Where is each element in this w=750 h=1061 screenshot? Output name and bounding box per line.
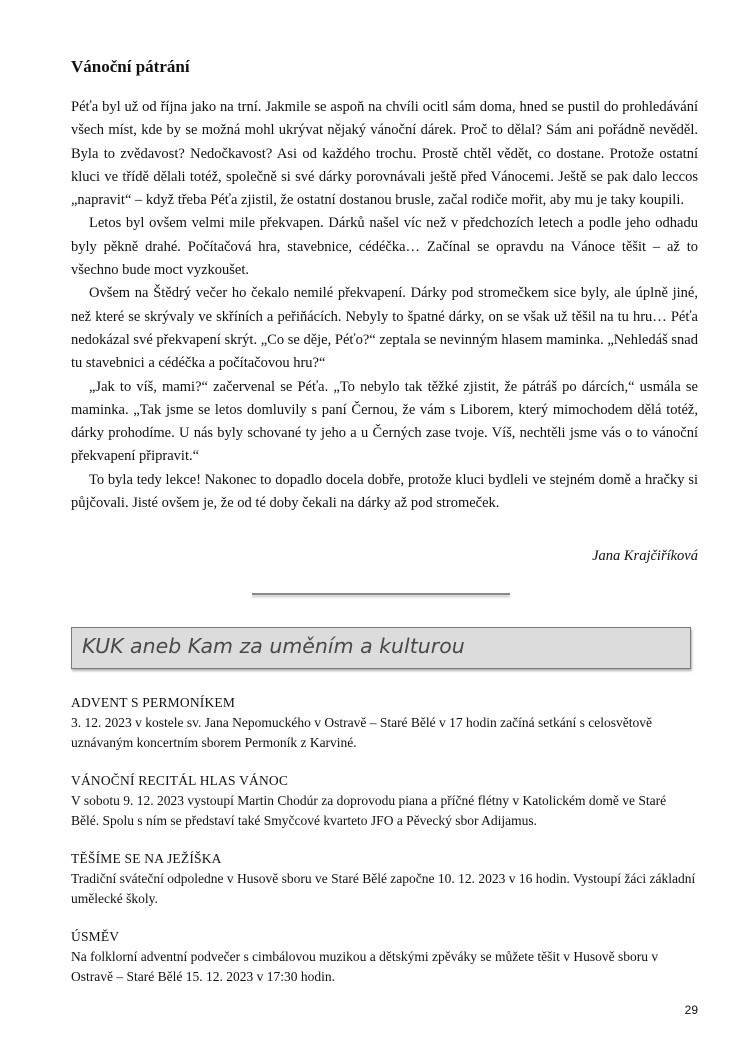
events-list xyxy=(71,693,696,1005)
event-heading: ADVENT S PERMONÍKEM xyxy=(71,695,236,710)
story-title: Vánoční pátrání xyxy=(71,57,190,76)
event-text: 3. 12. 2023 v kostele sv. Jana Nepomuckého v Ostravě – Staré Bělé v 17 hodin začíná setkání s celosvětově uznávaným koncertním sborem Permoník z Karviné. xyxy=(71,715,652,750)
event-item xyxy=(71,693,696,753)
event-heading: ÚSMĚV xyxy=(71,929,120,944)
story-paragraph: „Jak to víš, mami?“ začervenal se Péťa. „To nebylo tak těžké zjistit, že pátráš po dárcích,“ usmála se maminka. „Tak jsme se letos domluvily s paní Černou, že vám s Liborem, který mimochodem dělá totéž, dárky prohodíme. U nás byly schované ty jeho a u Černých zase tvoje. Víš, nechtěli jsme vás o to vánoční překvapení připravit.“ xyxy=(71,378,698,465)
section-divider xyxy=(252,593,510,595)
event-item xyxy=(71,771,696,831)
story-paragraph: To byla tedy lekce! Nakonec to dopadlo docela dobře, protože kluci bydleli ve stejném domě a hračky si půjčovali. Jisté ovšem je, že od té doby čekali na dárky až pod stromeček. xyxy=(71,471,698,512)
story-paragraph: Péťa byl už od října jako na trní. Jakmile se aspoň na chvíli ocitl sám doma, hned se pustil do prohledávání všech míst, kde by se možná mohl ukrývat nějaký vánoční dárek. Proč to dělal? Sám ani pořádně nevěděl. Byla to zvědavost? Nedočkavost? Asi od každého trochu. Prostě chtěl vědět, co dostane. Protože ostatní kluci ve třídě dělali totéž, společně si své dárky porovnávali ještě před Vánocemi. Ještě se pak dalo leccos „napravit“ – když třeba Péťa zjistil, že ostatní dostanou brusle, začal rodiče mořit, aby mu je taky koupili. xyxy=(71,99,698,209)
story-paragraph: Ovšem na Štědrý večer ho čekalo nemilé překvapení. Dárky pod stromečkem sice byly, ale úplně jiné, než které se skrývaly ve skříních a peřiňácích. Nebyly to špatné dárky, on se však už těšil na tu hru… Péťa nedokázal své překvapení skrýt. „Co se děje, Péťo?“ zeptala se nevinným hlasem maminka. „Nehledáš snad tu stavebnici a cédéčka a počítačovou hru?“ xyxy=(71,285,698,372)
event-heading: TĚŠÍME SE NA JEŽÍŠKA xyxy=(71,851,222,866)
story-author: Jana Krajčiříková xyxy=(592,548,698,564)
page-number: 29 xyxy=(684,1003,698,1017)
section-header-box xyxy=(71,627,691,669)
event-item xyxy=(71,927,696,987)
event-text: V sobotu 9. 12. 2023 vystoupí Martin Chodúr za doprovodu piana a příčné flétny v Katolickém domě ve Staré Bělé. Spolu s ním se představí také Smyčcové kvarteto JFO a Pěvecký sbor Adijamus. xyxy=(71,793,667,828)
event-heading: VÁNOČNÍ RECITÁL HLAS VÁNOC xyxy=(71,773,289,788)
event-text: Na folklorní adventní podvečer s cimbálovou muzikou a dětskými zpěváky se můžete těšit v Husově sboru v Ostravě – Staré Bělé 15. 12. 2023 v 17:30 hodin. xyxy=(71,949,659,984)
event-text: Tradiční sváteční odpoledne v Husově sboru ve Staré Bělé započne 10. 12. 2023 v 16 hodin. Vystoupí žáci základní umělecké školy. xyxy=(71,871,696,906)
story-paragraph: Letos byl ovšem velmi mile překvapen. Dárků našel víc než v předchozích letech a podle jeho odhadu byly pěkně drahé. Počítačová hra, stavebnice, cédéčka… Začínal se opravdu na Vánoce těšit – až to všechno bude moct vyzkoušet. xyxy=(71,215,698,279)
event-item xyxy=(71,849,696,909)
story-body xyxy=(71,96,698,515)
section-title: KUK aneb Kam za uměním a kulturou xyxy=(82,634,465,658)
